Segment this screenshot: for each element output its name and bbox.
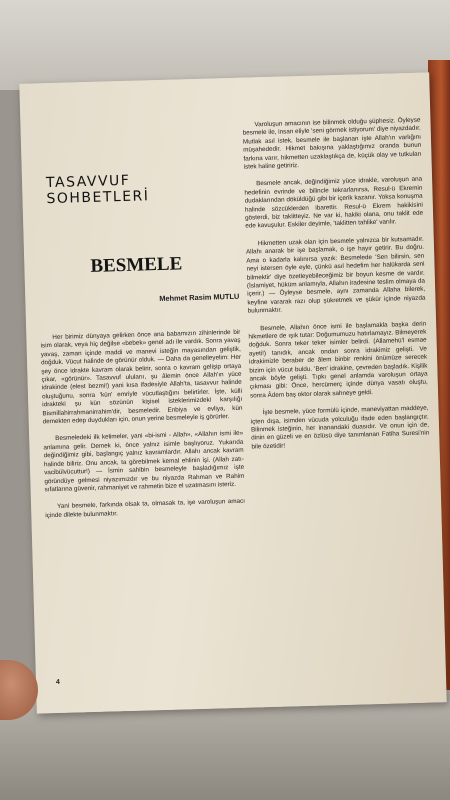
right-column <box>242 117 429 461</box>
paragraph: Hikmetten uzak olan için besmele yalnızca bir kutsamadır. Allahı anarak bir işe başlamak, o işe hayır getirir. Bu doğru. Ama o kadarla kalınırsa yazık: Besmelede 'Sen bilirsin, sen neyi istersen öyle eyle, çünkü asıl hedefim her halükarda seni bilmektir' diye özetleyebileceğimiz bir boyun kesme de vardır. (İslamiyet, hüküm anlamıyla, Allahın iradesine teslim olmaya da içerir.) — Öyleyse besmele, aynı zamanda Allaha bilerek, keyfine vararak razı olup şükretmek ve şükür içinde niyazda bulunmaktır. <box>245 235 426 315</box>
paragraph: Besmele, Allahın önce ismi ile başlamakla başka derin hikmetlere de ışık tutar: Doğumumuzu hatırlamayız. Bilmeyerek doğduk. Sonra teker teker isimler belirdi. (Allamehü'l esmae ayeti!) tanıdık, ancak ondan sonra idrakimiz gelişti. Ve idrakimizle beraber de âlem binbir renkini önümüze serecek bizim için vücut buldu. 'Ben' idrakine, çevreden başladık. Kişilik ancak böyle gelişti. Tıpkı genel anlamda varoluşun ortaya çıkması gibi: Önce, hercümerç içinde dünya vasatı oluştu, sonra Âdem baş oktor olarak sahneye geldi. <box>248 320 428 400</box>
left-column <box>36 170 246 530</box>
magazine-page <box>19 72 446 713</box>
paragraph: Yani besmele, farkında olsak ta, olmasak ta, işe varoluşun amacı içinde dilekte bulunmaktır. <box>45 498 246 520</box>
article-title: BESMELE <box>90 253 183 277</box>
paragraph: Her birimiz dünyaya gelirken önce ana babamızın zihinlerinde bir isim olarak, veya hiç değilse «bebek» genel adı ile vardık. Sonra yavaş yavaş, zaman içinde maddi ve manevi isteğin mayasından geliştik, doğduk. Vücut halinde de görünür olduk. — Daha da genelleyelim: Her şey önce idrakte kavram olarak belirir, sonra o kavram gelişip ortaya çıkar, «görünür». Tasavvuf ulularıı, şu âlemin önce Allah'ın yüce idrakinde (elest bezmi!) yani kısa ifadesiyle Allah'ta, tasavvur halinde oluştuğunu, sonra 'kün' emriyle vücutlaştığını belirtirler. İşte, külli idrakteki şu kün sözünün kişisel isteklerimizdeki karşılığı Bismillahirrahmanirrahim'dir, besmeledir. Enbiya ve evliya, kün demekten edep duydukları için, onun yerine besmeleyle iş görürler. <box>40 328 243 426</box>
page-number: 4 <box>55 678 61 687</box>
paragraph: Besmeledeki ilk kelimeler, yani «bi-ismi - Allah», «Allahın ismi ile» anlamına gelir. Demek ki, önce yalnız isimle başlıyoruz. Yukarıda değindiğimiz gibi, başlangıç yalnız kavramlardır. Allahı ancak kavram halinde biliriz. Onu ancak, ta görebilmek kemal ehlinin işi. (Allah zatı-vacibülvücuttur!) — İsmin sahibin besmeleyle başladığımız işte göründüye gelmesi niyazımızdır ve bu niyazda Rahman ve Rahim sıfatlarına güvenir, rahmaniyet ve rahmetin bize el uzatmasını isteriz. <box>43 430 245 494</box>
author-name: Mehmet Rasim MUTLU <box>159 291 240 304</box>
paragraph: Varoluşun amacının ise bilinmek olduğu şüphesiz. Öyleyse besmele ile, insan eliyle 'seni görmek istiyorum' diye niyazdadır. Mutlak asıl istek, besmele ile başlanan işte Allah'ın varlığını müşahededir. Hikmet bakışına yaklaştığımız oranda bunun farkına varır, hikmetten uzaklaştıkça de, küçük olay ve tutkuları istek haline getiririz. <box>242 116 422 171</box>
paragraph: İşte besmele, yüce formülü içinde, maneviyattan maddeye, içten dışa, isimden vücuda yolculuğu ifade eden başlangıçtır. Bilinmek isteğinin, her inanandaki duasıdır. Ve onun için de, dinin en güzeli ve en özlüsü diye tanımlanan Fatiha Suresi'nin bile özetidir! <box>250 404 430 451</box>
section-title: TASAVVUF SOHBETLERİ <box>45 172 150 208</box>
paragraph: Besmele ancak, değindiğimiz yüce idrakle, varoluşun ana hedefinin evrinde ve bilincle tekrarlanırsa, Resul-ü Ekremin dudaklarından döküldüğü gibi bir içerik kazanır. Yoksa konuşma halinde sözcüklerden ibarettir. Resul-ü Ekrem hakikisini gösterdi, biz taklitteyiz. Ne var ki, hakiki olana, onu taklit ede ede kavuşulur. Eskiler deyimle, 'taklitten tahlike' varılır. <box>244 176 424 231</box>
